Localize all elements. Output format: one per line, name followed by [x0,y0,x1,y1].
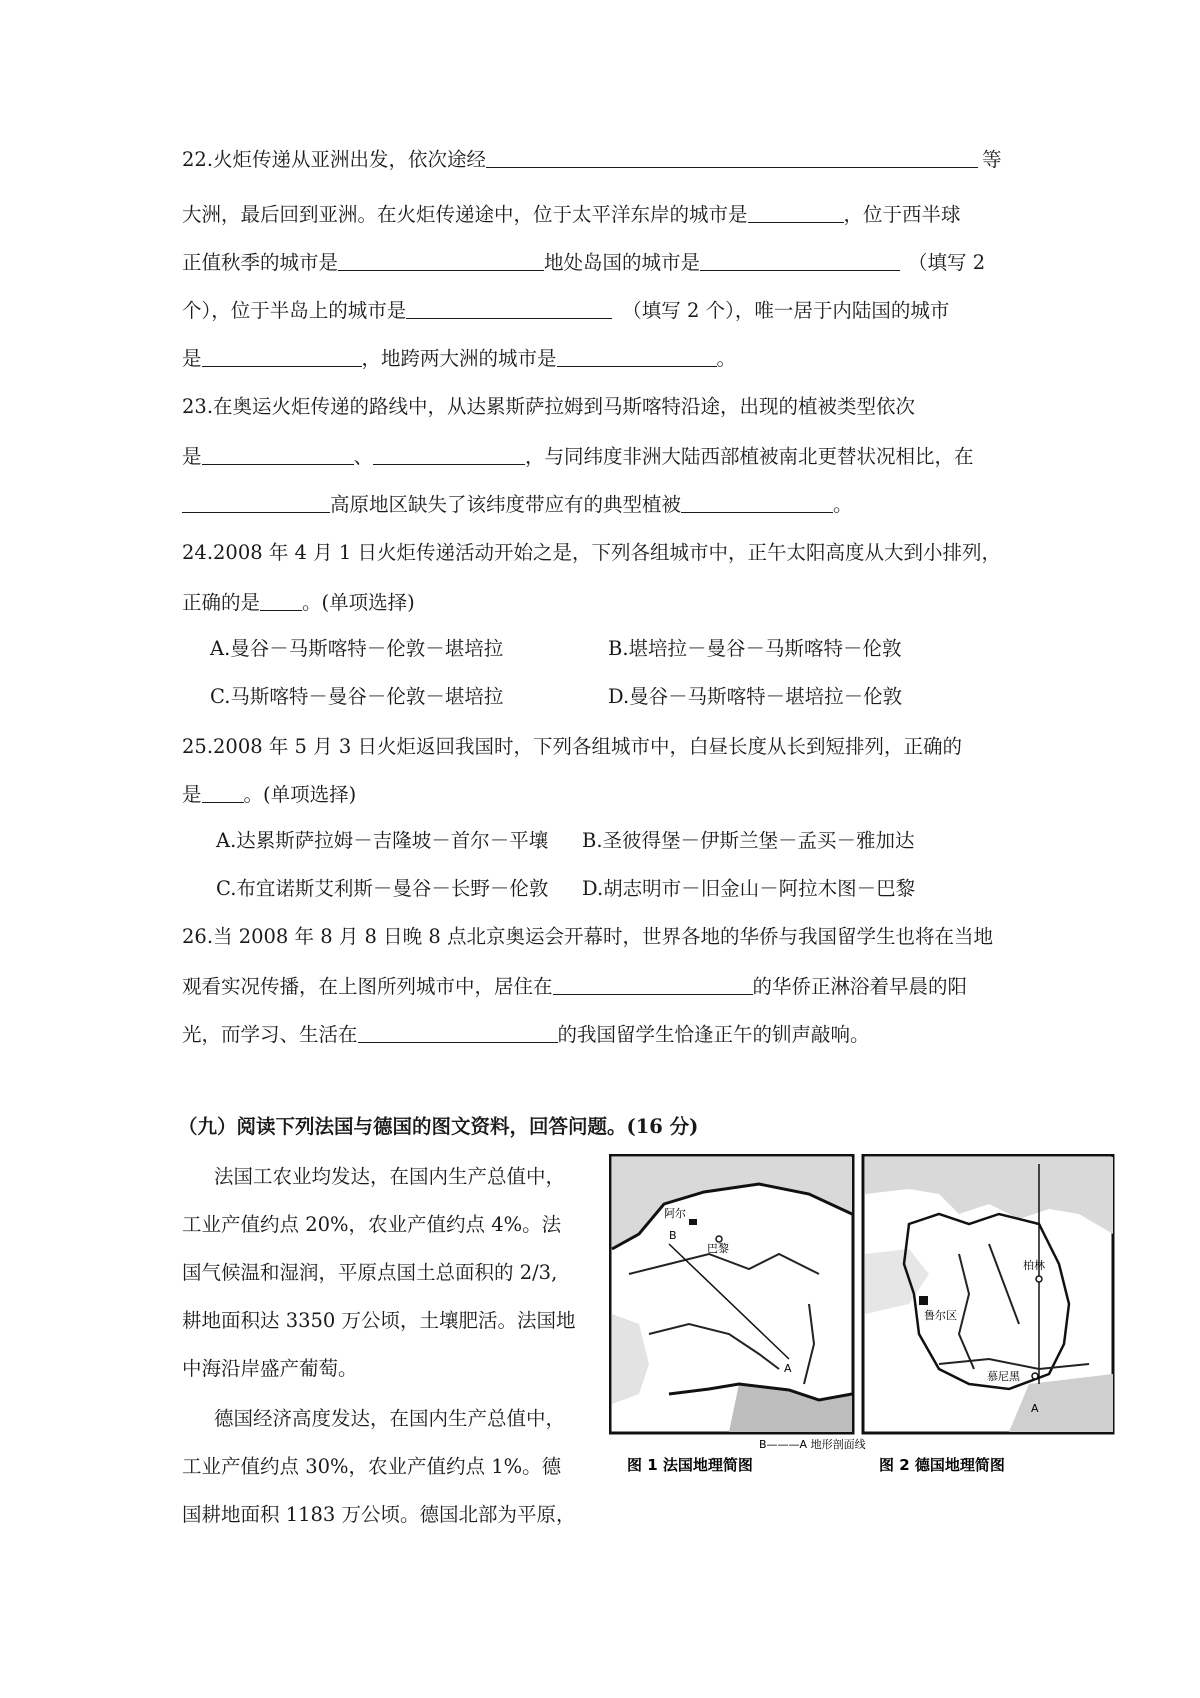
q22-text: （填写 2 [908,251,986,274]
q25-option-c[interactable]: C.布宜诺斯艾利斯－曼谷－长野－伦敦 [216,877,549,900]
answer-blank[interactable] [486,145,978,168]
q24-option-d[interactable]: D.曼谷－马斯喀特－堪培拉－伦敦 [608,685,903,708]
answer-blank[interactable] [182,490,330,513]
figure-caption-germany: 图 2 德国地理简图 [879,1456,1005,1473]
q24-text: 。(单项选择) [302,591,415,614]
q22-text: 大洲，最后回到亚洲。在火炬传递途中，位于太平洋东岸的城市是 [182,203,748,226]
q23-text: 高原地区缺失了该纬度带应有的典型植被 [330,493,682,516]
maps-svg [609,1154,1116,1473]
q22-line-2 [182,200,961,228]
city-label-berlin: 柏林 [1023,1259,1045,1272]
q23-text: 是 [182,445,202,468]
q25-text: 25.2008 年 5 月 3 日火炬返回我国时，下列各组城市中，白昼长度从长到短排列，正确的 [182,735,962,758]
q26-line-1 [182,924,993,950]
answer-blank[interactable] [358,1020,558,1043]
point-b: B [669,1229,677,1242]
q25-line-1 [182,734,962,760]
q26-text: 观看实况传播，在上图所列城市中，居住在 [182,975,553,998]
figure-caption-france: 图 1 法国地理简图 [627,1456,753,1473]
q22-text: 22.火炬传递从亚洲出发，依次途经 [182,148,487,171]
answer-blank[interactable] [202,442,354,465]
map-legend: B———A 地形剖面线 [759,1438,866,1451]
q22-text: 等 [982,148,1002,171]
france-paragraph-line: 国气候温和湿润，平原点国土总面积的 2/3, [182,1261,558,1284]
point-a-germany: A [1031,1402,1039,1415]
point-a: A [784,1362,792,1375]
city-marker [1032,1373,1038,1379]
q26-text: 26.当 2008 年 8 月 8 日晚 8 点北京奥运会开幕时，世界各地的华侨与我国留学生也将在当地 [182,925,993,948]
city-label-le-havre: 阿尔 [664,1207,686,1220]
q22-line-1 [182,145,1002,173]
q22-line-3 [182,248,985,276]
q23-line-3 [182,490,853,518]
q26-line-3 [182,1020,870,1048]
q24-option-c[interactable]: C.马斯喀特－曼谷－伦敦－堪培拉 [210,685,504,708]
answer-blank[interactable] [748,200,844,223]
q26-text: 光，而学习、生活在 [182,1023,358,1046]
answer-blank[interactable] [681,490,833,513]
city-label-munich: 慕尼黑 [987,1370,1020,1383]
q26-text: 的我国留学生恰逢正午的钏声敲响。 [557,1023,870,1046]
q24-line-2 [182,588,415,616]
section-heading: （九）阅读下列法国与德国的图文资料，回答问题。(16 分) [178,1115,699,1138]
france-paragraph-line: 工业产值约点 20%，农业产值约点 4%。法 [182,1213,562,1236]
france-paragraph-line: 中海沿岸盛产葡萄。 [182,1357,358,1380]
q25-option-b[interactable]: B.圣彼得堡－伊斯兰堡－孟买－雅加达 [582,829,915,852]
q25-text: 。(单项选择) [243,783,357,806]
q24-option-b[interactable]: B.堪培拉－曼谷－马斯喀特－伦敦 [608,637,902,660]
france-paragraph-line: 耕地面积达 3350 万公顷，土壤肥活。法国地 [182,1309,576,1332]
answer-blank[interactable] [338,248,544,271]
q26-text: 的华侨正淋浴着早晨的阳 [752,975,968,998]
q23-text: ，与同纬度非洲大陆西部植被南北更替状况相比，在 [525,445,974,468]
q22-text: 是 [182,347,202,370]
city-marker [1036,1276,1042,1282]
q22-text: 个），位于半岛上的城市是 [182,299,407,322]
q24-option-a[interactable]: A.曼谷－马斯喀特－伦敦－堪培拉 [210,637,504,660]
q23-line-2 [182,442,974,470]
q25-line-2 [182,780,356,808]
city-label-paris: 巴黎 [707,1242,729,1255]
q24-line-1 [182,540,1001,566]
q23-text: 23.在奥运火炬传递的路线中，从达累斯萨拉姆到马斯喀特沿途，出现的植被类型依次 [182,395,916,418]
q23-text: 、 [353,445,374,468]
q22-line-5 [182,344,736,372]
region-label-ruhr: 鲁尔区 [924,1309,957,1322]
q25-option-a[interactable]: A.达累斯萨拉姆－吉隆坡－首尔－平壤 [216,829,549,852]
answer-blank[interactable] [557,344,717,367]
city-marker [689,1219,697,1225]
q22-text: 。 [716,347,737,370]
map-figure [609,1154,1116,1473]
q25-option-d[interactable]: D.胡志明市－旧金山－阿拉木图－巴黎 [582,877,916,900]
germany-paragraph-line: 工业产值约点 30%，农业产值约点 1%。德 [182,1455,562,1478]
q22-line-4 [182,296,949,324]
q23-text: 。 [833,493,853,516]
region-marker [919,1296,928,1305]
answer-blank[interactable] [373,442,525,465]
france-paragraph-line: 法国工农业均发达，在国内生产总值中， [214,1165,566,1188]
q24-text: 24.2008 年 4 月 1 日火炬传递活动开始之是，下列各组城市中，正午太阳高度从大到小排列， [182,541,1001,564]
answer-blank[interactable] [700,248,900,271]
answer-blank[interactable] [202,344,362,367]
answer-blank[interactable] [202,780,244,803]
q22-text: （填写 2 个），唯一居于内陆国的城市 [622,299,950,322]
germany-paragraph-line: 国耕地面积 1183 万公顷。德国北部为平原， [182,1503,576,1526]
answer-blank[interactable] [260,588,302,611]
q23-line-1 [182,394,915,420]
q22-text: 地处岛国的城市是 [544,251,701,274]
q25-text: 是 [182,783,202,806]
q26-line-2 [182,972,967,1000]
answer-blank[interactable] [553,972,753,995]
answer-blank[interactable] [406,296,612,319]
q22-text: ，位于西半球 [843,203,961,226]
q22-text: ，地跨两大洲的城市是 [361,347,557,370]
q24-text: 正确的是 [182,591,261,614]
germany-paragraph-line: 德国经济高度发达，在国内生产总值中， [214,1407,566,1430]
q22-text: 正值秋季的城市是 [182,251,339,274]
